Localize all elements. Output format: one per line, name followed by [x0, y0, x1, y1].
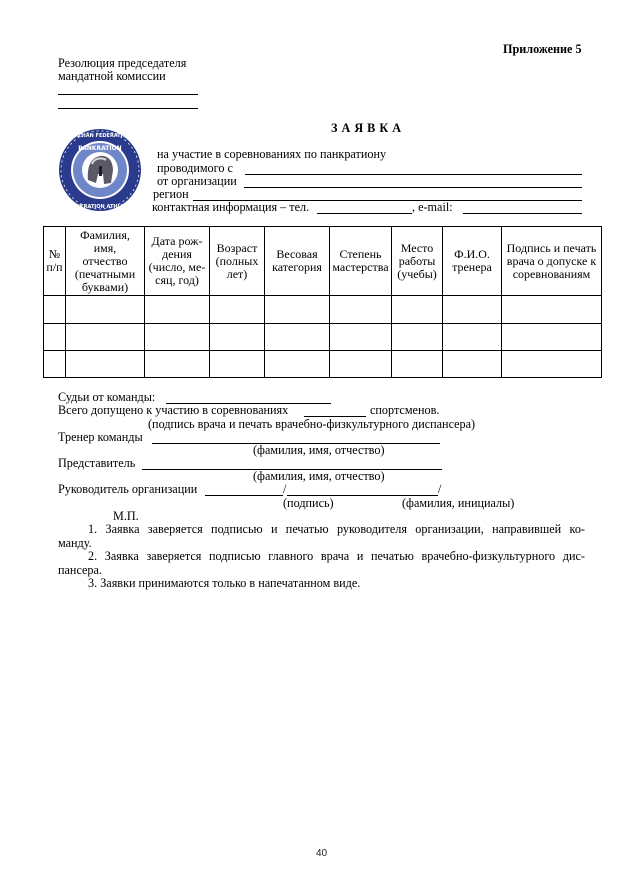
table-cell[interactable]	[392, 324, 443, 351]
table-cell[interactable]	[443, 324, 502, 351]
participants-table	[43, 226, 602, 378]
table-cell[interactable]	[44, 296, 66, 324]
representative-label: Представитель	[58, 456, 136, 470]
pankration-emblem-icon	[58, 128, 142, 212]
email-label: , e-mail:	[412, 200, 453, 214]
col-header-doctor-signature: Подпись и печать врача о допуске к соревнованиям	[502, 227, 602, 296]
table-cell[interactable]	[44, 324, 66, 351]
svg-text:PANKRATION ATHLIMA: PANKRATION ATHLIMA	[68, 204, 132, 210]
resolution-label-line2: мандатной комиссии	[58, 69, 166, 83]
email-field[interactable]	[463, 213, 582, 214]
table-cell[interactable]	[330, 324, 392, 351]
held-from-field[interactable]	[245, 174, 582, 175]
admitted-suffix: спортсменов.	[370, 403, 440, 417]
table-cell[interactable]	[443, 351, 502, 378]
note-2	[58, 549, 585, 577]
region-label: регион	[153, 187, 189, 201]
contact-phone-label: контактная информация – тел.	[152, 200, 310, 214]
table-cell[interactable]	[210, 351, 265, 378]
table-cell[interactable]	[66, 324, 145, 351]
table-cell[interactable]	[44, 351, 66, 378]
svg-text:RUSSIAN FEDERATION: RUSSIAN FEDERATION	[69, 133, 131, 139]
document-title: З А Я В К А	[331, 121, 402, 135]
resolution-label-line1: Резолюция председателя	[58, 56, 187, 70]
table-cell[interactable]	[502, 296, 602, 324]
appendix-label: Приложение 5	[503, 42, 582, 56]
organization-label: от организации	[157, 174, 237, 188]
doctor-caption: (подпись врача и печать врачебно-физкультурного диспансера)	[148, 417, 476, 431]
table-header-row	[44, 227, 602, 296]
note-1-line-a: 1. Заявка заверяется подписью и печатью руководителя организации, направившей ко-	[88, 522, 585, 536]
page-number: 40	[316, 848, 328, 859]
resolution-signature-line-2[interactable]	[58, 108, 198, 109]
table-row	[44, 351, 602, 378]
note-1	[58, 522, 585, 550]
table-cell[interactable]	[66, 351, 145, 378]
head-signature-field[interactable]	[205, 495, 283, 496]
table-cell[interactable]	[145, 324, 210, 351]
signature-caption: (подпись)	[283, 496, 334, 510]
table-cell[interactable]	[502, 351, 602, 378]
table-cell[interactable]	[66, 296, 145, 324]
col-header-birth-date: Дата рож- дения (число, ме- сяц, год)	[145, 227, 210, 296]
col-header-skill-level: Степень мастерства	[330, 227, 392, 296]
representative-caption: (фамилия, имя, отчество)	[253, 469, 385, 483]
slash-separator: /	[283, 482, 287, 496]
table-cell[interactable]	[145, 351, 210, 378]
table-cell[interactable]	[330, 296, 392, 324]
coach-caption: (фамилия, имя, отчество)	[253, 443, 385, 457]
table-cell[interactable]	[330, 351, 392, 378]
subtitle: на участие в соревнованиях по панкратиону	[157, 147, 387, 161]
organization-field[interactable]	[244, 187, 582, 188]
note-2-line-b: пансера.	[58, 563, 102, 577]
coach-label: Тренер команды	[58, 430, 143, 444]
table-cell[interactable]	[443, 296, 502, 324]
table-cell[interactable]	[265, 324, 330, 351]
note-2-line-a: 2. Заявка заверяется подписью главного врача и печатью врачебно-физкультурного дис-	[88, 549, 585, 563]
svg-text:PANKRATION: PANKRATION	[78, 145, 122, 152]
table-cell[interactable]	[265, 351, 330, 378]
col-header-workplace: Место работы (учебы)	[392, 227, 443, 296]
stamp-label: М.П.	[113, 509, 139, 523]
table-row	[44, 324, 602, 351]
table-cell[interactable]	[502, 324, 602, 351]
held-from-label: проводимого с	[157, 161, 233, 175]
table-cell[interactable]	[392, 351, 443, 378]
table-cell[interactable]	[210, 324, 265, 351]
note-3-line: 3. Заявки принимаются только в напечатанном виде.	[88, 576, 361, 590]
table-cell[interactable]	[265, 296, 330, 324]
name-initials-caption: (фамилия, инициалы)	[402, 496, 515, 510]
judges-label: Судьи от команды:	[58, 390, 156, 404]
admitted-label: Всего допущено к участию в соревнованиях	[58, 403, 289, 417]
phone-field[interactable]	[317, 213, 412, 214]
col-header-coach: Ф.И.О. тренера	[443, 227, 502, 296]
resolution-signature-line-1[interactable]	[58, 94, 198, 95]
table-row	[44, 296, 602, 324]
table-cell[interactable]	[392, 296, 443, 324]
col-header-full-name: Фамилия, имя, отчество (печатными буквами)	[66, 227, 145, 296]
note-1-line-b: манду.	[58, 536, 92, 550]
head-of-organization-label: Руководитель организации	[58, 482, 198, 496]
col-header-number: № п/п	[44, 227, 66, 296]
col-header-age: Возраст (полных лет)	[210, 227, 265, 296]
col-header-weight-category: Весовая категория	[265, 227, 330, 296]
slash-separator: /	[438, 482, 442, 496]
note-3	[58, 576, 585, 590]
table-cell[interactable]	[145, 296, 210, 324]
table-cell[interactable]	[210, 296, 265, 324]
